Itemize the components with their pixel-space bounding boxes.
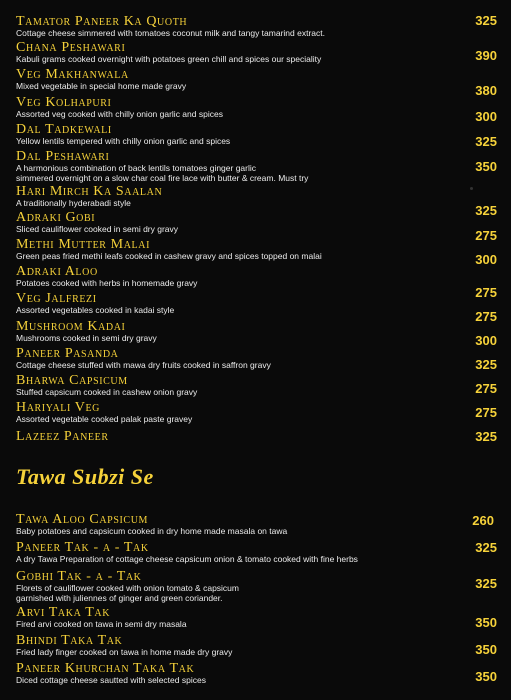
- item-description: Yellow lentils tempered with chilly onion garlic and spices: [16, 136, 231, 146]
- item-description: Baby potatoes and capsicum cooked in dry home made masala on tawa: [16, 526, 288, 536]
- item-name: Paneer Tak - a - Tak: [16, 540, 149, 555]
- item-price: 300: [475, 109, 497, 124]
- item-name: Gobhi Tak - a - Tak: [16, 569, 142, 584]
- item-price: 300: [475, 252, 497, 267]
- item-name: Mushroom Kadai: [16, 319, 126, 334]
- item-name: Adraki Aloo: [16, 264, 98, 279]
- item-description: Assorted veg cooked with chilly onion garlic and spices: [16, 109, 223, 119]
- item-price: 325: [475, 540, 497, 555]
- item-name: Paneer Khurchan Taka Tak: [16, 661, 195, 676]
- item-description-line2: garnished with juliennes of ginger and green coriander.: [16, 593, 223, 603]
- item-price: 380: [475, 83, 497, 98]
- item-price: 260: [472, 513, 494, 528]
- item-price: 350: [475, 159, 497, 174]
- item-name: Hari Mirch Ka Saalan: [16, 184, 163, 199]
- item-price: 350: [475, 615, 497, 630]
- item-price: 325: [475, 134, 497, 149]
- item-description: Fired arvi cooked on tawa in semi dry masala: [16, 619, 187, 629]
- item-price: 325: [475, 203, 497, 218]
- item-price: 325: [475, 576, 497, 591]
- item-price: 275: [475, 405, 497, 420]
- item-price: 300: [475, 333, 497, 348]
- item-name: Tamator Paneer Ka Quoth: [16, 14, 188, 29]
- item-price: 275: [475, 309, 497, 324]
- item-price: 390: [475, 48, 497, 63]
- item-description: Fried lady finger cooked on tawa in home made dry gravy: [16, 647, 233, 657]
- item-name: Dal Tadkewali: [16, 122, 112, 137]
- item-name: Bharwa Capsicum: [16, 373, 128, 388]
- item-description: Florets of cauliflower cooked with onion tomato & capsicum: [16, 583, 239, 593]
- item-name: Veg Jalfrezi: [16, 291, 97, 306]
- section-title: Tawa Subzi Se: [16, 464, 154, 489]
- item-price: 275: [475, 228, 497, 243]
- item-price: 275: [475, 285, 497, 300]
- item-name: Adraki Gobi: [16, 210, 96, 225]
- item-description: Green peas fried methi leafs cooked in cashew gravy and spices topped on malai: [16, 251, 322, 261]
- item-price: 325: [475, 429, 497, 444]
- item-price: 275: [475, 381, 497, 396]
- item-description: Assorted vegetables cooked in kadai style: [16, 305, 175, 315]
- item-name: Arvi Taka Tak: [16, 605, 111, 620]
- item-description: Stuffed capsicum cooked in cashew onion gravy: [16, 387, 198, 397]
- item-price: 350: [475, 642, 497, 657]
- item-description: Cottage cheese simmered with tomatoes coconut milk and tangy tamarind extract.: [16, 28, 325, 38]
- item-description: Sliced cauliflower cooked in semi dry gravy: [16, 224, 179, 234]
- item-name: Veg Makhanwala: [16, 67, 129, 82]
- item-description-line2: simmered overnight on a slow char coal fire lace with butter & cream. Must try: [16, 173, 309, 183]
- item-description: A dry Tawa Preparation of cottage cheese capsicum onion & tomato cooked with fine herbs: [16, 554, 358, 564]
- item-name: Veg Kolhapuri: [16, 95, 112, 110]
- item-name: Tawa Aloo Capsicum: [16, 512, 149, 527]
- item-name: Bhindi Taka Tak: [16, 633, 123, 648]
- item-description: Assorted vegetable cooked palak paste gravey: [16, 414, 193, 424]
- item-price: 325: [475, 13, 497, 28]
- item-name: Paneer Pasanda: [16, 346, 119, 361]
- item-name: Lazeez Paneer: [16, 429, 109, 444]
- divider-dot: [470, 187, 473, 190]
- item-description: Potatoes cooked with herbs in homemade gravy: [16, 278, 198, 288]
- item-price: 350: [475, 669, 497, 684]
- item-description: Mixed vegetable in special home made gravy: [16, 81, 187, 91]
- item-description: Mushrooms cooked in semi dry gravy: [16, 333, 157, 343]
- item-description: A traditionally hyderabadi style: [16, 198, 131, 208]
- item-name: Methi Mutter Malai: [16, 237, 151, 252]
- item-name: Dal Peshawari: [16, 149, 110, 164]
- item-description: Cottage cheese stuffed with mawa dry fruits cooked in saffron gravy: [16, 360, 271, 370]
- item-description: A harmonious combination of back lentils tomatoes ginger garlic: [16, 163, 257, 173]
- item-price: 325: [475, 357, 497, 372]
- item-name: Hariyali Veg: [16, 400, 100, 415]
- item-description: Kabuli grams cooked overnight with potatoes green chill and spices our speciality: [16, 54, 322, 64]
- item-description: Diced cottage cheese sautted with selected spices: [16, 675, 206, 685]
- item-name: Chana Peshawari: [16, 40, 126, 55]
